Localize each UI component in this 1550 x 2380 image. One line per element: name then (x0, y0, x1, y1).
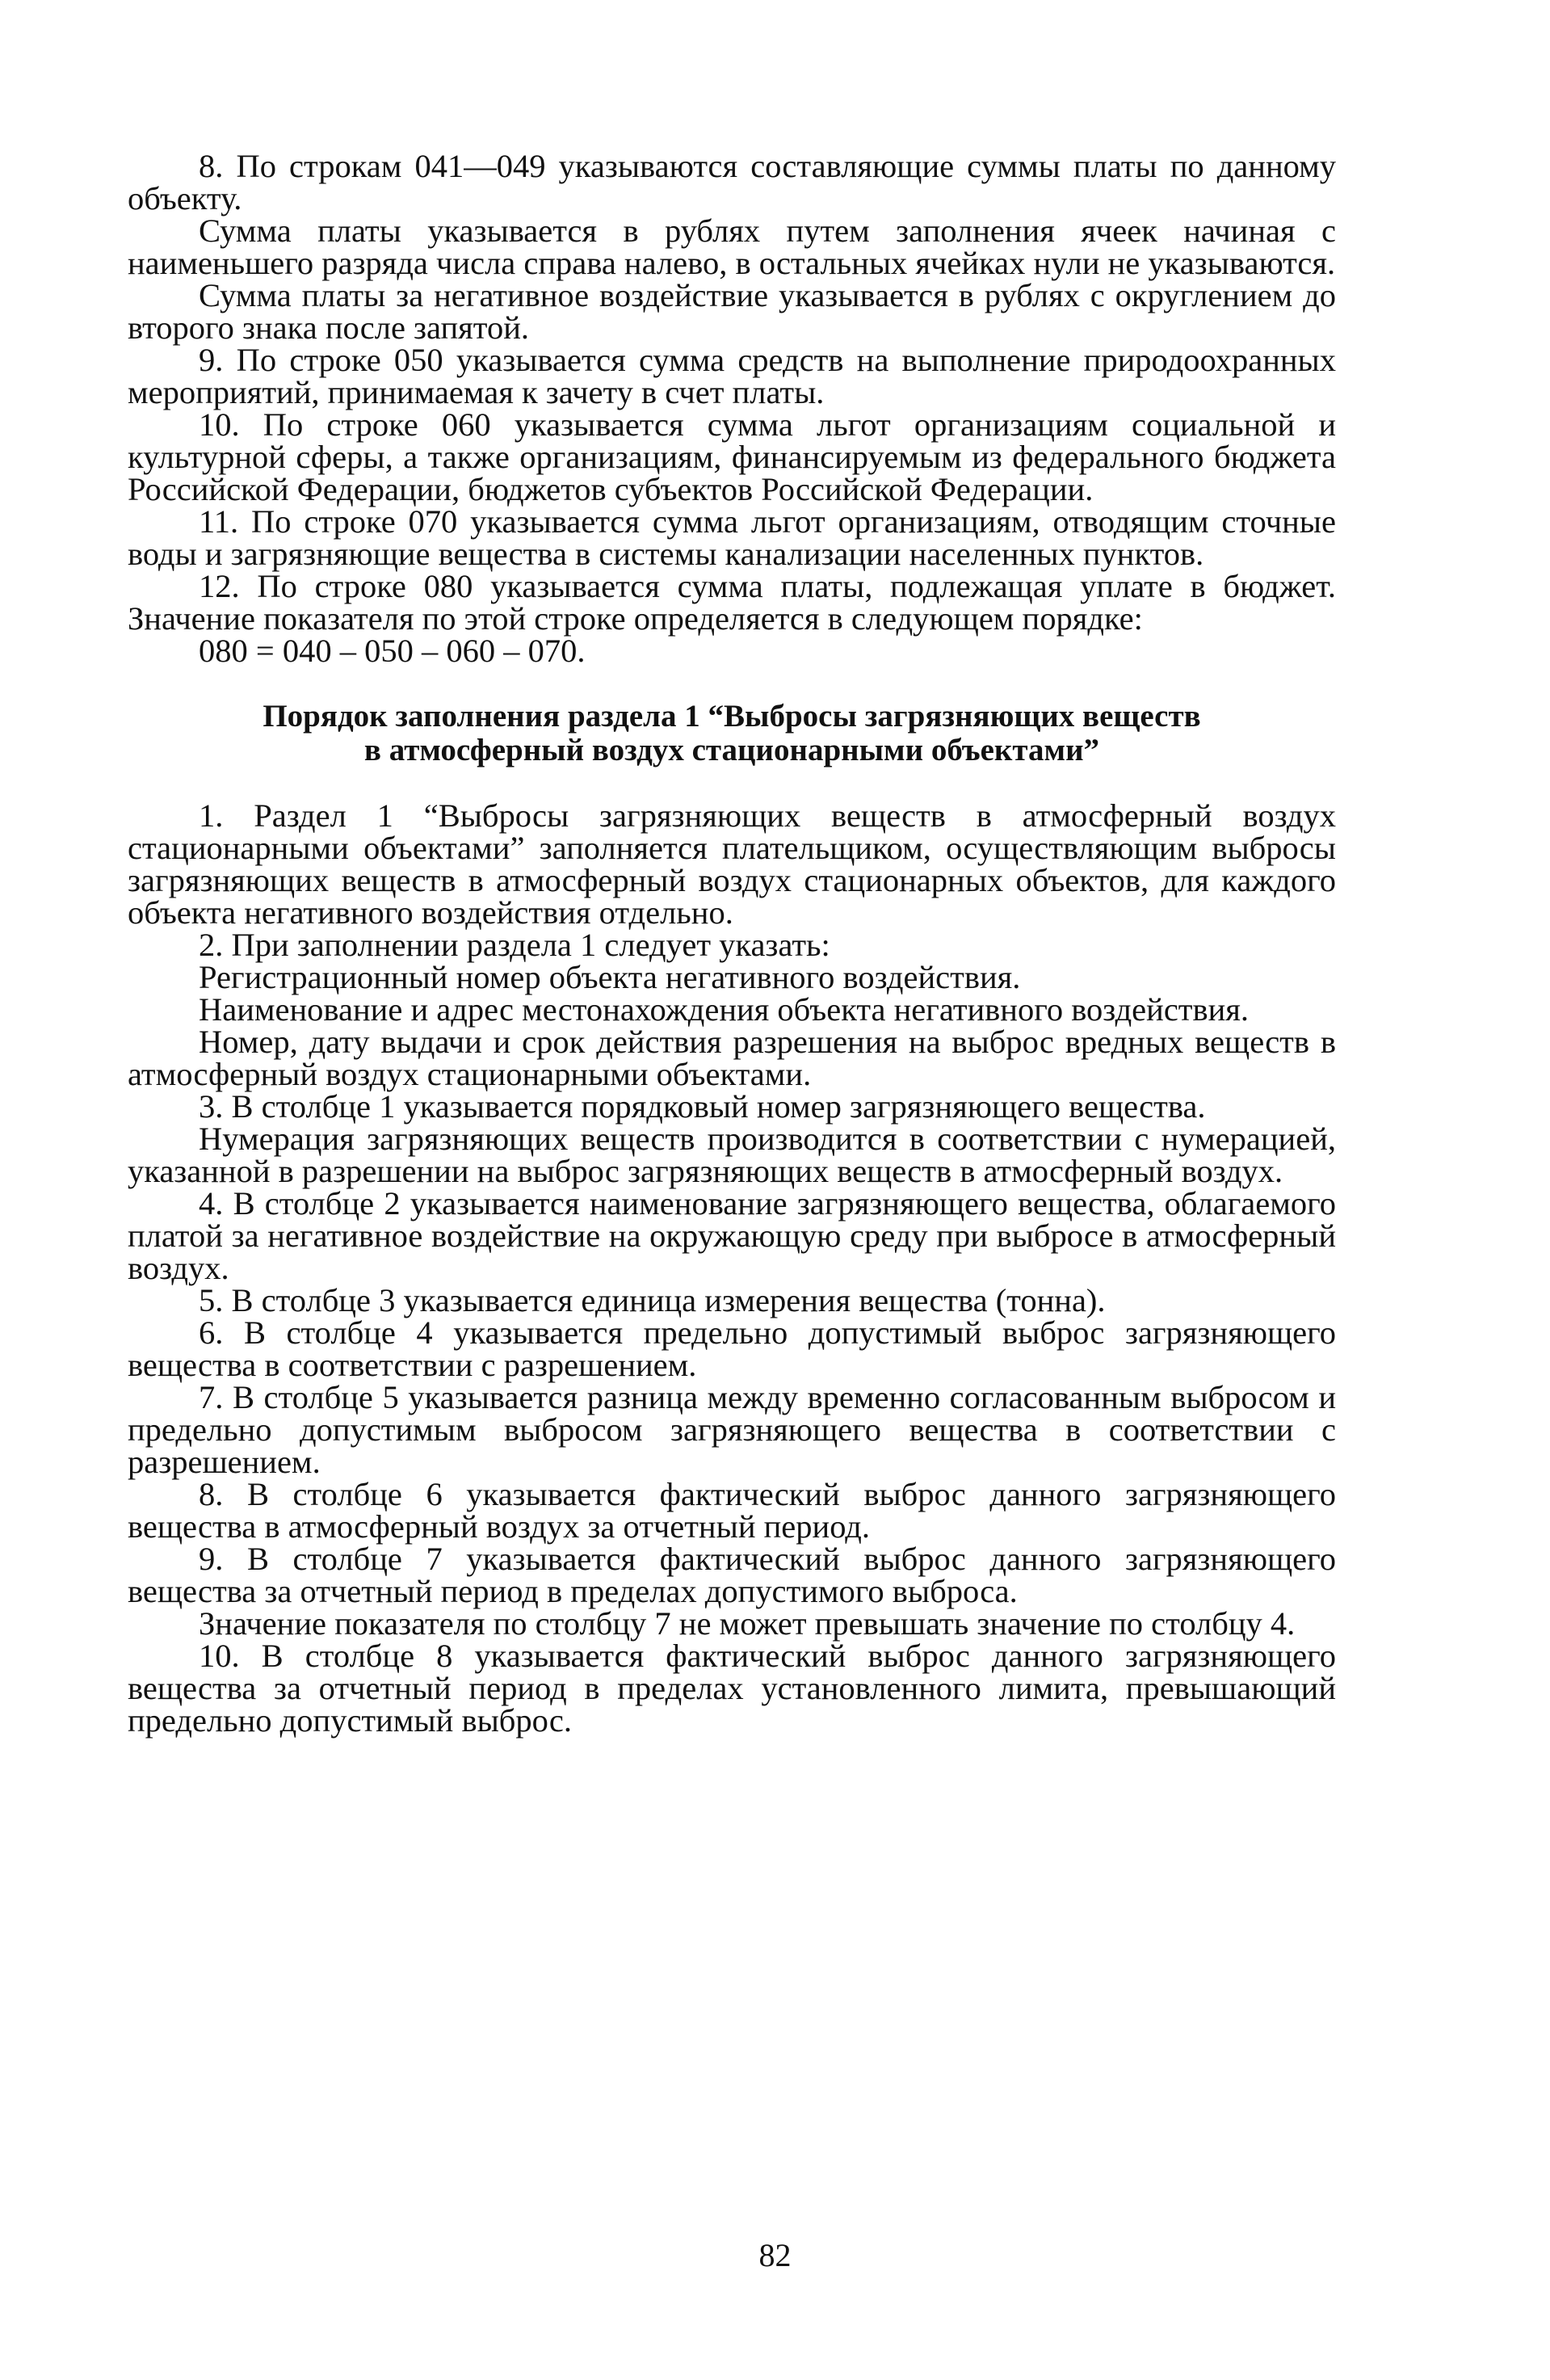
paragraph-column-1: 3. В столбце 1 указывается порядковый номер загрязняющего вещества. (199, 1088, 1206, 1125)
document-page (128, 150, 1336, 1737)
section-1-heading (128, 700, 1336, 767)
paragraph-name-and-address: Наименование и адрес местонахождения объекта негативного воздействия. (199, 991, 1250, 1028)
page-number: 82 (758, 2237, 792, 2273)
paragraph-fill-instructions: 2. При заполнении раздела 1 следует указать: (199, 927, 830, 963)
paragraph-row-060: 10. По строке 060 указывается сумма льгот организациям социальной и культурной сферы, а также организациям, финансируемым из федерального бюджета Российской Федерации, бюджетов субъектов Российской Федерации. (128, 406, 1336, 507)
heading-line-2: в атмосферный воздух стационарными объектами” (363, 733, 1100, 767)
paragraph-row-080: 12. По строке 080 указывается сумма платы, подлежащая уплате в бюджет. Значение показателя по этой строке определяется в следующем порядке: (128, 568, 1336, 637)
heading-line-1: Порядок заполнения раздела 1 “Выбросы загрязняющих веществ (263, 699, 1201, 734)
paragraph-column-4: 6. В столбце 4 указывается предельно допустимый выброс загрязняющего вещества в соответствии с разрешением. (128, 1314, 1336, 1383)
paragraph-sum-in-rubles: Сумма платы указывается в рублях путем заполнения ячеек начиная с наименьшего разряда числа справа налево, в остальных ячейках нули не указываются. (128, 212, 1336, 281)
formula-080: 080 = 040 – 050 – 060 – 070. (199, 633, 586, 669)
paragraph-column-3: 5. В столбце 3 указывается единица измерения вещества (тонна). (199, 1282, 1106, 1318)
paragraph-permit-details: Номер, дату выдачи и срок действия разрешения на выброс вредных веществ в атмосферный воздух стационарными объектами. (128, 1024, 1336, 1092)
paragraph-rounding: Сумма платы за негативное воздействие указывается в рублях с округлением до второго знака после запятой. (128, 277, 1336, 346)
paragraph-column-7: 9. В столбце 7 указывается фактический выброс данного загрязняющего вещества за отчетный период в пределах допустимого выброса. (128, 1541, 1336, 1609)
paragraph-registration-number: Регистрационный номер объекта негативного воздействия. (199, 959, 1021, 995)
paragraph-row-050: 9. По строке 050 указывается сумма средств на выполнение природоохранных мероприятий, принимаемая к зачету в счет платы. (128, 342, 1336, 410)
paragraph-row-070: 11. По строке 070 указывается сумма льгот организациям, отводящим сточные воды и загрязняющие вещества в системы канализации населенных пунктов. (128, 503, 1336, 572)
paragraph-column-8: 10. В столбце 8 указывается фактический выброс данного загрязняющего вещества за отчетный период в пределах установленного лимита, превышающий предельно допустимый выброс. (128, 1638, 1336, 1739)
paragraph-rows-041-049: 8. По строкам 041—049 указываются составляющие суммы платы по данному объекту. (128, 148, 1336, 217)
paragraph-column-5: 7. В столбце 5 указывается разница между временно согласованным выбросом и предельно допустимым выбросом загрязняющего вещества в соответствии с разрешением. (128, 1379, 1336, 1480)
paragraph-numbering: Нумерация загрязняющих веществ производится в соответствии с нумерацией, указанной в разрешении на выброс загрязняющих веществ в атмосферный воздух. (128, 1121, 1336, 1189)
paragraph-section-1-intro: 1. Раздел 1 “Выбросы загрязняющих веществ в атмосферный воздух стационарными объектами” заполняется плательщиком, осуществляющим выбросы загрязняющих веществ в атмосферный воздух стационарных объектов, для каждого объекта негативного воздействия отдельно. (128, 797, 1336, 931)
paragraph-column-2: 4. В столбце 2 указывается наименование загрязняющего вещества, облагаемого платой за негативное воздействие на окружающую среду при выбросе в атмосферный воздух. (128, 1185, 1336, 1286)
paragraph-column-7-limit: Значение показателя по столбцу 7 не может превышать значение по столбцу 4. (199, 1605, 1296, 1642)
paragraph-column-6: 8. В столбце 6 указывается фактический выброс данного загрязняющего вещества в атмосферный воздух за отчетный период. (128, 1476, 1336, 1545)
